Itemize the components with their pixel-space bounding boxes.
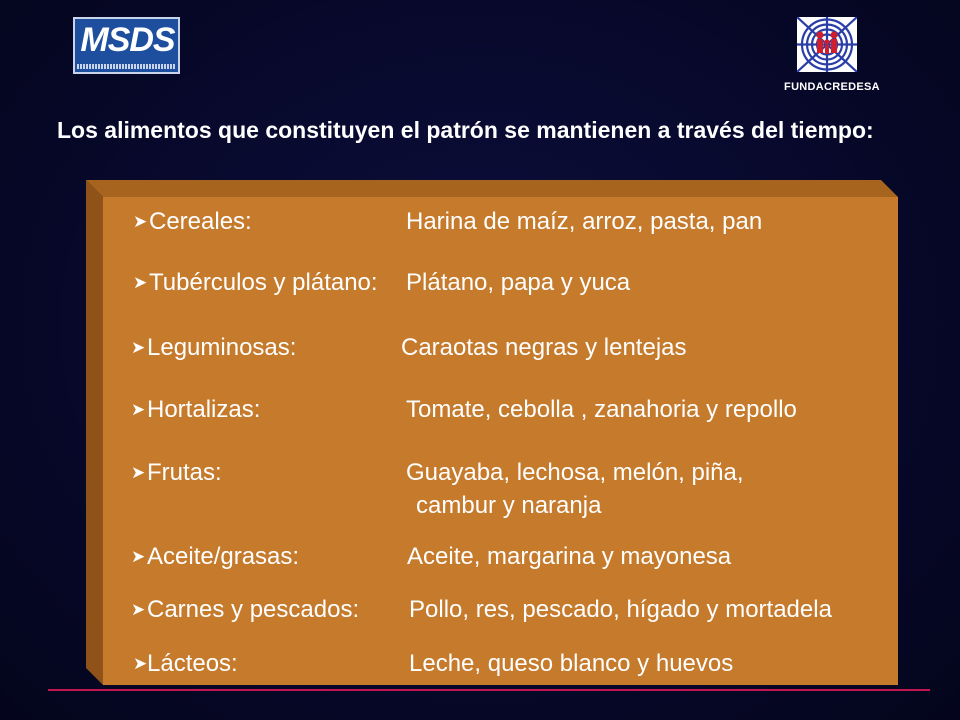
category-label: Hortalizas: bbox=[147, 396, 261, 423]
category-items: Harina de maíz, arroz, pasta, pan bbox=[406, 208, 763, 235]
category-label: Tubérculos y plátano: bbox=[149, 269, 378, 296]
msds-logo bbox=[73, 17, 180, 74]
category-label: Cereales: bbox=[149, 208, 252, 235]
fundacredesa-label: FUNDACREDESA bbox=[784, 81, 880, 93]
category-items: Pollo, res, pescado, hígado y mortadela bbox=[409, 596, 832, 623]
page-title: Los alimentos que constituyen el patrón se mantienen a través del tiempo: bbox=[57, 117, 874, 143]
category-items: Aceite, margarina y mayonesa bbox=[407, 543, 732, 570]
arrowhead-bullet-icon: ➤ bbox=[131, 547, 146, 566]
arrowhead-bullet-icon: ➤ bbox=[133, 654, 148, 673]
arrowhead-bullet-icon: ➤ bbox=[131, 463, 146, 482]
category-label: Carnes y pescados: bbox=[147, 596, 360, 623]
category-label: Leguminosas: bbox=[147, 334, 297, 361]
category-label: Frutas: bbox=[147, 459, 222, 486]
content-panel bbox=[86, 180, 898, 685]
msds-logo-caption-graphic bbox=[77, 64, 176, 69]
category-label: Lácteos: bbox=[147, 650, 238, 677]
category-items: Tomate, cebolla , zanahoria y repollo bbox=[406, 396, 797, 423]
category-items: Leche, queso blanco y huevos bbox=[409, 650, 734, 677]
arrowhead-bullet-icon: ➤ bbox=[131, 400, 146, 419]
arrowhead-bullet-icon: ➤ bbox=[133, 273, 148, 292]
category-items: Guayaba, lechosa, melón, piña, bbox=[406, 459, 744, 486]
arrowhead-bullet-icon: ➤ bbox=[131, 338, 146, 357]
footer-divider bbox=[48, 689, 930, 691]
arrowhead-bullet-icon: ➤ bbox=[133, 212, 148, 231]
category-label: Aceite/grasas: bbox=[147, 543, 300, 570]
category-items: Caraotas negras y lentejas bbox=[401, 334, 687, 361]
arrowhead-bullet-icon: ➤ bbox=[131, 600, 146, 619]
fundacredesa-logo bbox=[797, 17, 857, 72]
category-items-continued: cambur y naranja bbox=[416, 492, 602, 519]
category-items: Plátano, papa y yuca bbox=[406, 269, 631, 296]
msds-logo-text: MSDS bbox=[80, 21, 175, 59]
